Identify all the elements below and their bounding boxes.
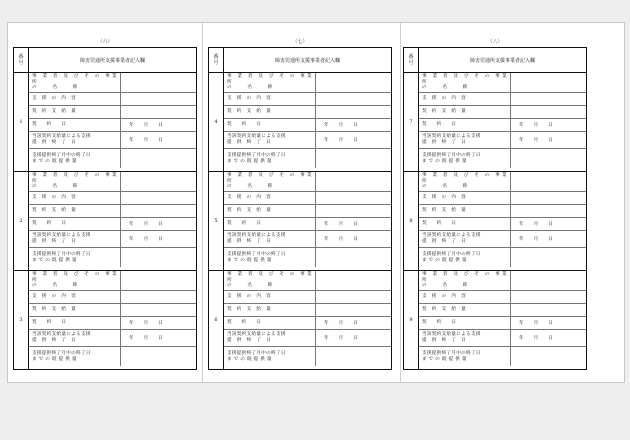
contract-amount-field[interactable] (121, 205, 196, 217)
entry-number: 4 (209, 73, 224, 171)
support-end-date-field[interactable] (121, 132, 196, 148)
date-placeholder: 年 月 日 (129, 237, 163, 242)
contract-date-field[interactable] (121, 218, 196, 230)
contract-amount-row (419, 205, 586, 218)
contract-date-label: 契 約 日 (419, 119, 511, 131)
entry-rows (224, 73, 391, 171)
provided-amount-label: 支援提供終了月中の終了日 ま で の 既 提 供 量 (29, 248, 121, 267)
support-end-date-label: 当該契約支給量による支援 提 供 終 了 日 (224, 330, 316, 346)
support-end-date-label: 当該契約支給量による支援 提 供 終 了 日 (419, 231, 511, 247)
support-end-date-label: 当該契約支給量による支援 提 供 終 了 日 (419, 132, 511, 148)
contract-amount-row (224, 205, 391, 218)
provided-amount-row (419, 347, 586, 366)
provided-amount-field[interactable] (121, 347, 196, 366)
date-placeholder: 年 月 日 (519, 222, 553, 227)
page-number: （七） (292, 39, 308, 45)
contract-date-field[interactable] (121, 317, 196, 329)
contract-date-row (224, 317, 391, 330)
entry-block (14, 73, 196, 172)
contract-date-row (419, 218, 586, 231)
provider-name-row (29, 73, 196, 93)
support-content-field[interactable] (511, 291, 586, 303)
date-placeholder: 年 月 日 (129, 336, 163, 341)
provider-name-row (29, 172, 196, 192)
entry-block (14, 172, 196, 271)
provider-name-row (29, 271, 196, 291)
date-placeholder: 年 月 日 (129, 138, 163, 143)
support-content-label: 支 援 の 内 容 (419, 291, 511, 303)
contract-amount-row (224, 304, 391, 317)
provider-name-label: 事 業 者 及 び そ の 事業所 の 名 称 (224, 172, 316, 191)
entry-rows (419, 172, 586, 270)
table-header (14, 48, 196, 73)
contract-amount-label: 契 約 支 給 量 (419, 106, 511, 118)
provider-name-label: 事 業 者 及 び そ の 事業所 の 名 称 (224, 73, 316, 92)
entry-rows (29, 172, 196, 270)
provided-amount-row (29, 347, 196, 366)
provider-name-label: 事 業 者 及 び そ の 事業所 の 名 称 (29, 172, 121, 191)
support-end-date-label: 当該契約支給量による支援 提 供 終 了 日 (419, 330, 511, 346)
contract-date-label: 契 約 日 (29, 218, 121, 230)
contract-date-field[interactable] (316, 218, 391, 230)
contract-amount-label: 契 約 支 給 量 (29, 304, 121, 316)
support-content-row (419, 93, 586, 106)
provider-name-row (224, 73, 391, 93)
contract-amount-label: 契 約 支 給 量 (224, 106, 316, 118)
support-end-date-row (29, 132, 196, 149)
entry-number: 9 (404, 271, 419, 369)
date-placeholder: 年 月 日 (129, 123, 163, 128)
contract-amount-field[interactable] (121, 304, 196, 316)
support-end-date-field[interactable] (121, 330, 196, 346)
entry-block (404, 271, 586, 369)
entry-rows (419, 73, 586, 171)
number-header: 番 号 (404, 48, 419, 72)
contract-date-label: 契 約 日 (419, 317, 511, 329)
provider-name-row (224, 271, 391, 291)
support-end-date-row (419, 330, 586, 347)
support-content-label: 支 援 の 内 容 (224, 93, 316, 105)
support-content-row (224, 93, 391, 106)
provided-amount-field[interactable] (316, 347, 391, 366)
date-placeholder: 年 月 日 (129, 222, 163, 227)
provided-amount-label: 支援提供終了月中の終了日 ま で の 既 提 供 量 (419, 149, 511, 168)
support-content-field[interactable] (511, 192, 586, 204)
contract-date-row (419, 317, 586, 330)
provided-amount-field[interactable] (511, 149, 586, 168)
date-placeholder: 年 月 日 (519, 123, 553, 128)
date-placeholder: 年 月 日 (519, 138, 553, 143)
date-placeholder: 年 月 日 (519, 336, 553, 341)
provider-entry-table (208, 47, 392, 370)
support-end-date-field[interactable] (511, 132, 586, 148)
entry-rows (224, 271, 391, 369)
table-header (209, 48, 391, 73)
date-placeholder: 年 月 日 (324, 336, 358, 341)
support-content-row (29, 93, 196, 106)
provider-name-label: 事 業 者 及 び そ の 事業所 の 名 称 (419, 271, 511, 290)
entry-number: 1 (14, 73, 29, 171)
provider-name-field[interactable] (511, 271, 586, 290)
entry-number: 2 (14, 172, 29, 270)
support-end-date-row (29, 231, 196, 248)
date-placeholder: 年 月 日 (324, 138, 358, 143)
provider-name-row (419, 73, 586, 93)
entry-rows (29, 271, 196, 369)
entry-block (209, 172, 391, 271)
provided-amount-field[interactable] (511, 248, 586, 267)
entry-rows (419, 271, 586, 369)
entry-block (404, 73, 586, 172)
provider-name-row (419, 271, 586, 291)
provider-name-field[interactable] (316, 73, 391, 92)
contract-amount-field[interactable] (316, 304, 391, 316)
provider-name-field[interactable] (121, 271, 196, 290)
provider-name-field[interactable] (121, 73, 196, 92)
table-header (404, 48, 586, 73)
contract-date-row (29, 218, 196, 231)
provider-name-field[interactable] (316, 271, 391, 290)
support-content-label: 支 援 の 内 容 (419, 192, 511, 204)
table-title: 障害児通所支援事業者記入欄 (274, 57, 340, 64)
page-number: （六） (97, 39, 113, 45)
support-end-date-field[interactable] (121, 231, 196, 247)
provided-amount-field[interactable] (121, 149, 196, 168)
support-content-label: 支 援 の 内 容 (419, 93, 511, 105)
entry-number: 8 (404, 172, 419, 270)
provided-amount-label: 支援提供終了月中の終了日 ま で の 既 提 供 量 (419, 347, 511, 366)
contract-amount-row (419, 304, 586, 317)
page-number: （八） (487, 39, 503, 45)
provider-name-row (224, 172, 391, 192)
provider-name-field[interactable] (511, 172, 586, 191)
entry-number: 3 (14, 271, 29, 369)
support-end-date-row (224, 330, 391, 347)
provided-amount-label: 支援提供終了月中の終了日 ま で の 既 提 供 量 (224, 149, 316, 168)
date-placeholder: 年 月 日 (324, 321, 358, 326)
provider-name-row (419, 172, 586, 192)
number-header: 番 号 (14, 48, 29, 72)
contract-amount-label: 契 約 支 給 量 (29, 106, 121, 118)
table-title: 障害児通所支援事業者記入欄 (469, 57, 535, 64)
support-content-label: 支 援 の 内 容 (29, 192, 121, 204)
entry-blocks (209, 73, 391, 369)
support-end-date-row (224, 132, 391, 149)
support-content-row (224, 291, 391, 304)
recipient-certificate-page (13, 38, 197, 370)
date-placeholder: 年 月 日 (129, 321, 163, 326)
entry-block (209, 271, 391, 369)
entry-number: 7 (404, 73, 419, 171)
contract-date-row (224, 119, 391, 132)
support-end-date-label: 当該契約支給量による支援 提 供 終 了 日 (224, 231, 316, 247)
support-content-label: 支 援 の 内 容 (224, 192, 316, 204)
support-end-date-label: 当該契約支給量による支援 提 供 終 了 日 (29, 330, 121, 346)
provided-amount-row (29, 149, 196, 168)
contract-date-label: 契 約 日 (224, 317, 316, 329)
support-content-label: 支 援 の 内 容 (29, 291, 121, 303)
support-end-date-field[interactable] (511, 231, 586, 247)
support-content-label: 支 援 の 内 容 (29, 93, 121, 105)
table-title: 障害児通所支援事業者記入欄 (79, 57, 145, 64)
entry-block (209, 73, 391, 172)
provided-amount-label: 支援提供終了月中の終了日 ま で の 既 提 供 量 (419, 248, 511, 267)
provided-amount-row (224, 248, 391, 267)
date-placeholder: 年 月 日 (519, 321, 553, 326)
contract-amount-field[interactable] (316, 205, 391, 217)
contract-date-row (224, 218, 391, 231)
provided-amount-row (419, 149, 586, 168)
contract-amount-field[interactable] (511, 205, 586, 217)
entry-number: 6 (209, 271, 224, 369)
contract-date-field[interactable] (511, 218, 586, 230)
provided-amount-label: 支援提供終了月中の終了日 ま で の 既 提 供 量 (29, 149, 121, 168)
contract-date-label: 契 約 日 (224, 119, 316, 131)
provider-name-label: 事 業 者 及 び そ の 事業所 の 名 称 (419, 172, 511, 191)
contract-date-row (419, 119, 586, 132)
date-placeholder: 年 月 日 (324, 222, 358, 227)
contract-amount-label: 契 約 支 給 量 (419, 205, 511, 217)
contract-amount-label: 契 約 支 給 量 (29, 205, 121, 217)
provider-name-field[interactable] (316, 172, 391, 191)
contract-date-label: 契 約 日 (224, 218, 316, 230)
contract-amount-field[interactable] (316, 106, 391, 118)
support-end-date-label: 当該契約支給量による支援 提 供 終 了 日 (29, 132, 121, 148)
support-end-date-label: 当該契約支給量による支援 提 供 終 了 日 (29, 231, 121, 247)
recipient-certificate-page (403, 38, 587, 370)
contract-date-row (29, 317, 196, 330)
contract-date-label: 契 約 日 (29, 119, 121, 131)
provided-amount-field[interactable] (316, 149, 391, 168)
support-content-field[interactable] (316, 192, 391, 204)
support-content-field[interactable] (121, 192, 196, 204)
support-end-date-field[interactable] (511, 330, 586, 346)
support-end-date-field[interactable] (316, 132, 391, 148)
date-placeholder: 年 月 日 (324, 123, 358, 128)
contract-date-label: 契 約 日 (419, 218, 511, 230)
contract-amount-label: 契 約 支 給 量 (224, 205, 316, 217)
contract-date-field[interactable] (511, 119, 586, 131)
contract-date-field[interactable] (511, 317, 586, 329)
provider-name-label: 事 業 者 及 び そ の 事業所 の 名 称 (224, 271, 316, 290)
contract-amount-field[interactable] (511, 304, 586, 316)
support-content-row (224, 192, 391, 205)
entry-rows (29, 73, 196, 171)
support-end-date-row (224, 231, 391, 248)
date-placeholder: 年 月 日 (519, 237, 553, 242)
contract-amount-field[interactable] (121, 106, 196, 118)
provided-amount-label: 支援提供終了月中の終了日 ま で の 既 提 供 量 (224, 248, 316, 267)
entry-rows (224, 172, 391, 270)
support-content-field[interactable] (316, 93, 391, 105)
support-end-date-field[interactable] (316, 330, 391, 346)
contract-date-row (29, 119, 196, 132)
support-content-field[interactable] (511, 93, 586, 105)
entry-blocks (404, 73, 586, 369)
support-content-row (29, 291, 196, 304)
contract-date-label: 契 約 日 (29, 317, 121, 329)
provided-amount-row (224, 347, 391, 366)
provided-amount-field[interactable] (316, 248, 391, 267)
support-content-row (419, 291, 586, 304)
provider-name-field[interactable] (511, 73, 586, 92)
contract-amount-label: 契 約 支 給 量 (224, 304, 316, 316)
contract-amount-row (29, 304, 196, 317)
provided-amount-row (419, 248, 586, 267)
support-content-label: 支 援 の 内 容 (224, 291, 316, 303)
support-end-date-field[interactable] (316, 231, 391, 247)
entry-blocks (14, 73, 196, 369)
support-end-date-row (29, 330, 196, 347)
contract-amount-row (29, 106, 196, 119)
number-header: 番 号 (209, 48, 224, 72)
provider-name-label: 事 業 者 及 び そ の 事業所 の 名 称 (29, 73, 121, 92)
contract-amount-field[interactable] (511, 106, 586, 118)
contract-amount-label: 契 約 支 給 量 (419, 304, 511, 316)
contract-date-field[interactable] (121, 119, 196, 131)
entry-block (404, 172, 586, 271)
page-divider (202, 23, 203, 382)
page-divider (400, 23, 401, 382)
provider-name-label: 事 業 者 及 び そ の 事業所 の 名 称 (419, 73, 511, 92)
support-end-date-row (419, 132, 586, 149)
contract-amount-row (419, 106, 586, 119)
date-placeholder: 年 月 日 (324, 237, 358, 242)
contract-date-field[interactable] (316, 317, 391, 329)
contract-amount-row (29, 205, 196, 218)
provided-amount-row (29, 248, 196, 267)
provided-amount-label: 支援提供終了月中の終了日 ま で の 既 提 供 量 (29, 347, 121, 366)
provider-entry-table (403, 47, 587, 370)
provided-amount-field[interactable] (511, 347, 586, 366)
contract-date-field[interactable] (316, 119, 391, 131)
contract-amount-row (224, 106, 391, 119)
recipient-certificate-page (208, 38, 392, 370)
support-content-row (419, 192, 586, 205)
provided-amount-field[interactable] (121, 248, 196, 267)
provider-name-label: 事 業 者 及 び そ の 事業所 の 名 称 (29, 271, 121, 290)
support-content-field[interactable] (316, 291, 391, 303)
support-end-date-row (419, 231, 586, 248)
provided-amount-label: 支援提供終了月中の終了日 ま で の 既 提 供 量 (224, 347, 316, 366)
support-content-field[interactable] (121, 291, 196, 303)
support-end-date-label: 当該契約支給量による支援 提 供 終 了 日 (224, 132, 316, 148)
entry-number: 5 (209, 172, 224, 270)
provided-amount-row (224, 149, 391, 168)
support-content-row (29, 192, 196, 205)
entry-block (14, 271, 196, 369)
support-content-field[interactable] (121, 93, 196, 105)
provider-entry-table (13, 47, 197, 370)
provider-name-field[interactable] (121, 172, 196, 191)
